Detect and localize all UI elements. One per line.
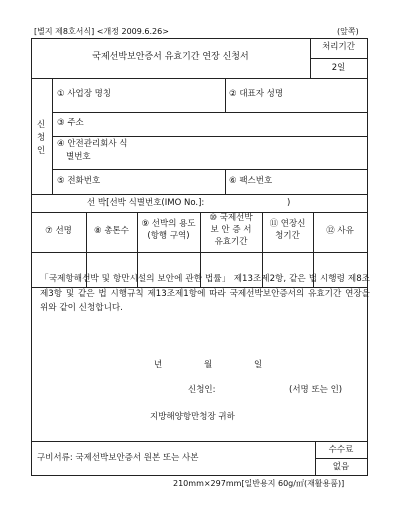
col-ship-use: ⑨ 선박의 용도 bbox=[141, 219, 196, 229]
form-number: [별지 제8호서식] <개정 2009.6.26> bbox=[34, 27, 169, 36]
col-reason: ⑫ 사유 bbox=[326, 226, 354, 236]
processing-period-label: 처리기간 bbox=[322, 42, 355, 52]
date-year-label: 년 bbox=[154, 360, 163, 370]
frame-top bbox=[31, 38, 368, 39]
col-extension-period-line2: 청기간 bbox=[275, 231, 300, 241]
date-day-label: 일 bbox=[254, 360, 263, 370]
col-certificate-validity-line3: 유효기간 bbox=[214, 237, 248, 247]
processing-period-value: 2일 bbox=[331, 63, 346, 73]
business-name-field[interactable]: ① 사업장 명칭 bbox=[57, 89, 112, 99]
representative-name-field[interactable]: ② 대표자 성명 bbox=[229, 89, 284, 99]
signature-or-seal: (서명 또는 인) bbox=[289, 385, 343, 395]
col-certificate-validity: ⑩ 국제선박 bbox=[209, 213, 253, 223]
recipient-line: 지방해양항만청장 귀하 bbox=[150, 412, 235, 422]
ship-imo-close: ) bbox=[287, 198, 291, 208]
frame-left bbox=[31, 38, 32, 475]
fax-field[interactable]: ⑥ 팩스번호 bbox=[229, 176, 273, 186]
fee-label: 수수료 bbox=[328, 445, 354, 455]
col-ship-use-line2: (항행 구역) bbox=[147, 231, 190, 241]
security-company-field-line2: 별번호 bbox=[66, 152, 91, 162]
frame-bottom bbox=[31, 475, 368, 476]
applicant-signature-label: 신청인: bbox=[188, 385, 216, 395]
paper-spec: 210mm×297mm[일반용지 60g/㎡(재활용품)] bbox=[173, 479, 345, 488]
date-month-label: 월 bbox=[204, 360, 213, 370]
frame-right bbox=[367, 38, 368, 475]
form-title: 국제선박보안증서 유효기간 연장 신청서 bbox=[92, 52, 249, 62]
col-certificate-validity-line2: 보 안 증 서 bbox=[210, 225, 252, 235]
declaration-paragraph: 「국제항해선박 및 항만시설의 보안에 관한 법률」 제13조제2항, 같은 법 시행령 제8조제3항 및 같은 법 시행규칙 제13조제1항에 따라 국제선박보안증서의 유효기간 연장을 위와 같이 신청합니다. bbox=[40, 274, 370, 313]
applicant-section-label-2: 청 bbox=[37, 133, 46, 143]
ship-imo-label: 선 박[선박 식별번호(IMO No.]: bbox=[87, 198, 205, 208]
applicant-section-label-3: 인 bbox=[37, 146, 46, 156]
security-company-field[interactable]: ④ 안전관리회사 식 bbox=[57, 139, 128, 149]
col-extension-period: ⑪ 연장신 bbox=[269, 219, 306, 229]
required-documents: 구비서류: 국제선박보안증서 원본 또는 사본 bbox=[37, 453, 199, 463]
page-side-label: (앞쪽) bbox=[337, 27, 359, 36]
col-ship-name: ⑦ 선명 bbox=[45, 226, 72, 236]
address-field[interactable]: ③ 주소 bbox=[57, 118, 84, 128]
phone-field[interactable]: ⑤ 전화번호 bbox=[57, 176, 101, 186]
applicant-section-label-1: 신 bbox=[37, 120, 46, 130]
col-gross-tonnage: ⑧ 총톤수 bbox=[94, 226, 129, 236]
fee-value: 없음 bbox=[332, 462, 350, 472]
